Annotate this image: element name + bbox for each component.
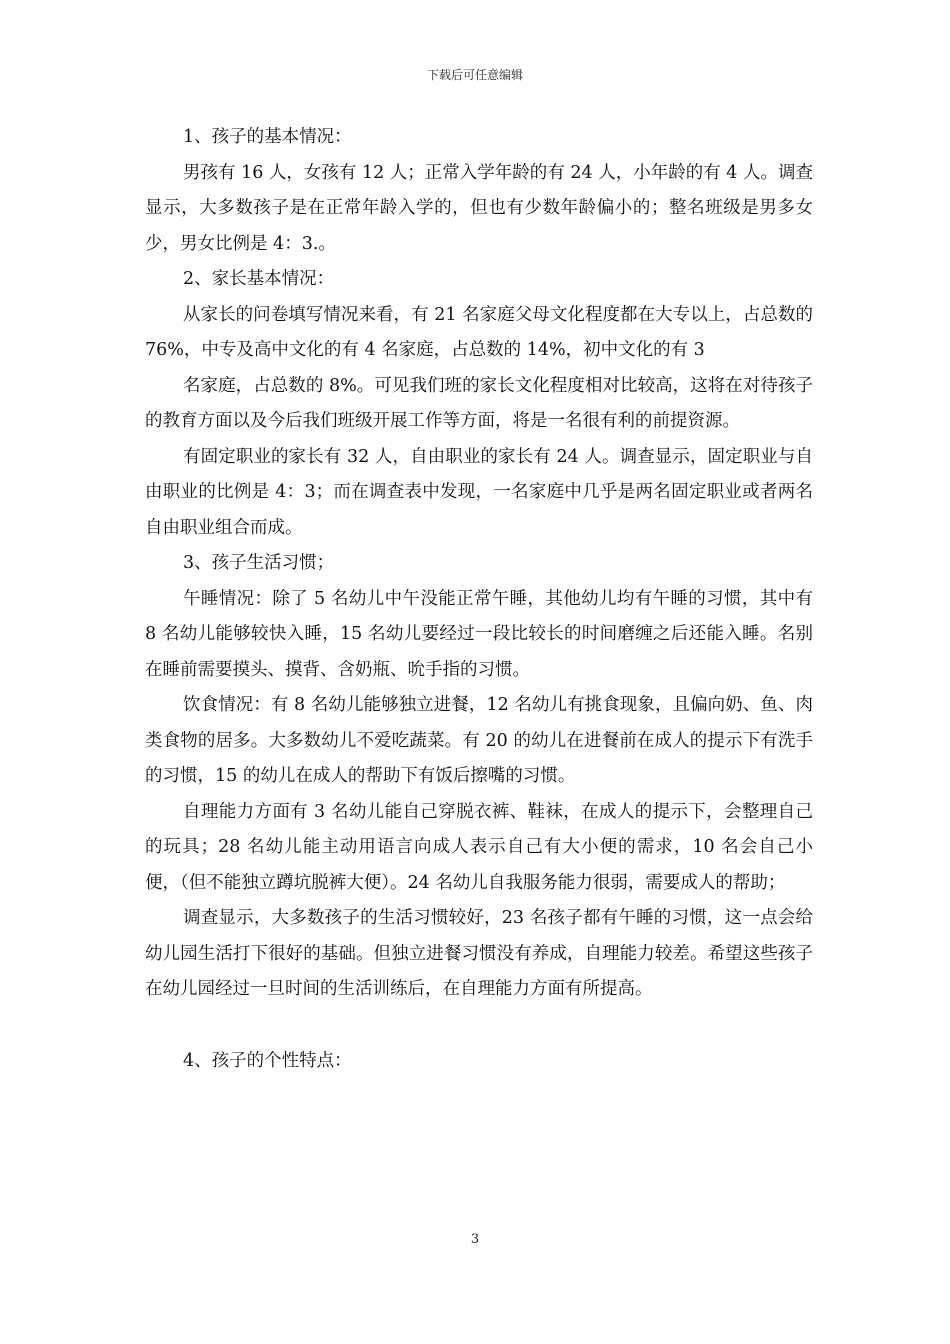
paragraph-self-care: 自理能力方面有 3 名幼儿能自己穿脱衣裤、鞋袜，在成人的提示下，会整理自己的玩具；28 名幼儿能主动用语言向成人表示自己有大小便的需求，10 名会自己小便，（但不能独立蹲坑脱裤大便）。24 名幼儿自我服务能力很弱，需要成人的帮助； xyxy=(145,801,813,893)
section-heading-habits: 3、孩子生活习惯； xyxy=(183,553,335,573)
paragraph-habits-summary: 调查显示，大多数孩子的生活习惯较好，23 名孩子都有午睡的习惯，这一点会给幼儿园生活打下很好的基础。但独立进餐习惯没有养成，自理能力较差。希望这些孩子在幼儿园经过一旦时间的生活训练后，在自理能力方面有所提高。 xyxy=(145,908,813,999)
paragraph-nap: 午睡情况：除了 5 名幼儿中午没能正常午睡，其他幼儿均有午睡的习惯，其中有 8 名幼儿能够较快入睡，15 名幼儿要经过一段比较长的时间磨缠之后还能入睡。名别在睡前需要摸头、摸背、含奶瓶、吮手指的习惯。 xyxy=(145,588,813,680)
paragraph-parent-occupation: 有固定职业的家长有 32 人，自由职业的家长有 24 人。调查显示，固定职业与自由职业的比例是 4：3；而在调查表中发现，一名家庭中几乎是两名固定职业或者两名自由职业组合而成。 xyxy=(145,446,813,538)
document-body xyxy=(145,120,813,1079)
paragraph-child-stats: 男孩有 16 人，女孩有 12 人；正常入学年龄的有 24 人，小年龄的有 4 人。调查显示，大多数孩子是在正常年龄入学的，但也有少数年龄偏小的；整名班级是男多女少，男女比例是 4：3.。 xyxy=(145,162,813,254)
paragraph-spacer xyxy=(145,1008,813,1044)
paragraph-diet: 饮食情况：有 8 名幼儿能够独立进餐，12 名幼儿有挑食现象，且偏向奶、鱼、肉类食物的居多。大多数幼儿不爱吃蔬菜。有 20 的幼儿在进餐前在成人的提示下有洗手的习惯，15 的幼儿在成人的帮助下有饭后擦嘴的习惯。 xyxy=(145,695,813,786)
page-number: 3 xyxy=(470,1232,480,1247)
paragraph-parent-education-cont: 名家庭，占总数的 8%。可见我们班的家长文化程度相对比较高，这将在对待孩子的教育方面以及今后我们班级开展工作等方面，将是一名很有利的前提资源。 xyxy=(145,375,813,431)
section-heading-basic-info: 1、孩子的基本情况： xyxy=(183,127,352,147)
paragraph-parent-education: 从家长的问卷填写情况来看，有 21 名家庭父母文化程度都在大专以上，占总数的 76%，中专及高中文化的有 4 名家庭，占总数的 14%，初中文化的有 3 xyxy=(145,304,813,360)
page-header: 下载后可任意编辑 xyxy=(426,68,523,82)
section-heading-personality: 4、孩子的个性特点： xyxy=(183,1050,352,1071)
section-heading-parent-info: 2、家长基本情况： xyxy=(183,269,335,289)
